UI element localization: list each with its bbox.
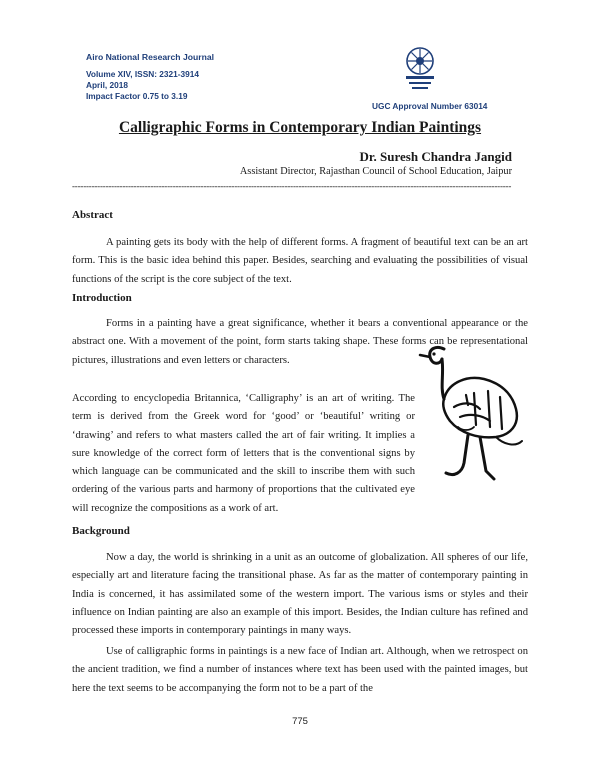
separator-line: ------------------------------------------------------------------------------------------------------------------------------------------------------------- xyxy=(72,181,512,191)
page-number: 775 xyxy=(292,716,308,727)
impact-factor: Impact Factor 0.75 to 3.19 xyxy=(86,91,188,101)
introduction-paragraph-2 xyxy=(72,390,415,518)
abstract-text: A painting gets its body with the help of different forms. A fragment of beautiful text can be an art form. This is the basic idea behind this paper. Besides, searching and evaluating the possibilities of visual functions of the script is the core subject of the text. xyxy=(72,237,528,285)
paper-title: Calligraphic Forms in Contemporary Indian Paintings xyxy=(118,119,482,136)
journal-volume: Volume XIV, ISSN: 2321-3914 xyxy=(86,69,199,79)
author-affiliation: Assistant Director, Rajasthan Council of School Education, Jaipur xyxy=(239,166,512,177)
journal-name: Airo National Research Journal xyxy=(86,52,214,62)
ugc-approval: UGC Approval Number 63014 xyxy=(372,101,488,111)
author-name: Dr. Suresh Chandra Jangid xyxy=(359,149,512,164)
abstract-heading: Abstract xyxy=(72,209,113,221)
background-text-2: Use of calligraphic forms in paintings is a new face of Indian art. Although, when we retrospect on the ancient tradition, we find a number of instances where text has been used with the painted images, but here the text seems to be accompanying the form not to be a part of the xyxy=(72,646,528,694)
journal-date: April, 2018 xyxy=(86,80,128,90)
calligraphic-bird-image xyxy=(414,335,526,485)
background-paragraph-2 xyxy=(72,643,528,698)
introduction-text-2: According to encyclopedia Britannica, ‘Calligraphy’ is an art of writing. The term is derived from the Greek word for ‘good’ or ‘beautiful’ writing or ‘drawing’ and refers to what masters called the art of fair writing. It implies a sure knowledge of the correct form of letters that is the conventional signs by which language can be communicated and the skill to inscribe them with such ordering of the various parts and harmony of proportions that the cultivated eye will recognize the compositions as a work of art. xyxy=(72,393,415,514)
journal-header xyxy=(86,52,214,102)
background-paragraph-1 xyxy=(72,549,528,640)
ugc-logo-icon xyxy=(400,44,440,94)
abstract-paragraph xyxy=(72,234,528,289)
introduction-heading: Introduction xyxy=(72,292,132,304)
background-text-1: Now a day, the world is shrinking in a unit as an outcome of globalization. All spheres of our life, especially art and literature facing the transitional phase. As far as the matter of contemporary painting in India is concerned, it has assimilated some of the western import. The various isms or styles and their influence on Indian painting are also an example of this import. Besides, the Indian culture has refined and processed these imports in contemporary paintings in many ways. xyxy=(72,552,528,637)
background-heading: Background xyxy=(72,525,130,537)
introduction-text-1: Forms in a painting have a great significance, whether it bears a conventional appearance or the abstract one. With a movement of the point, form starts taking shape. These forms can be representational pictures, illustrations and even letters or characters. xyxy=(72,318,528,366)
